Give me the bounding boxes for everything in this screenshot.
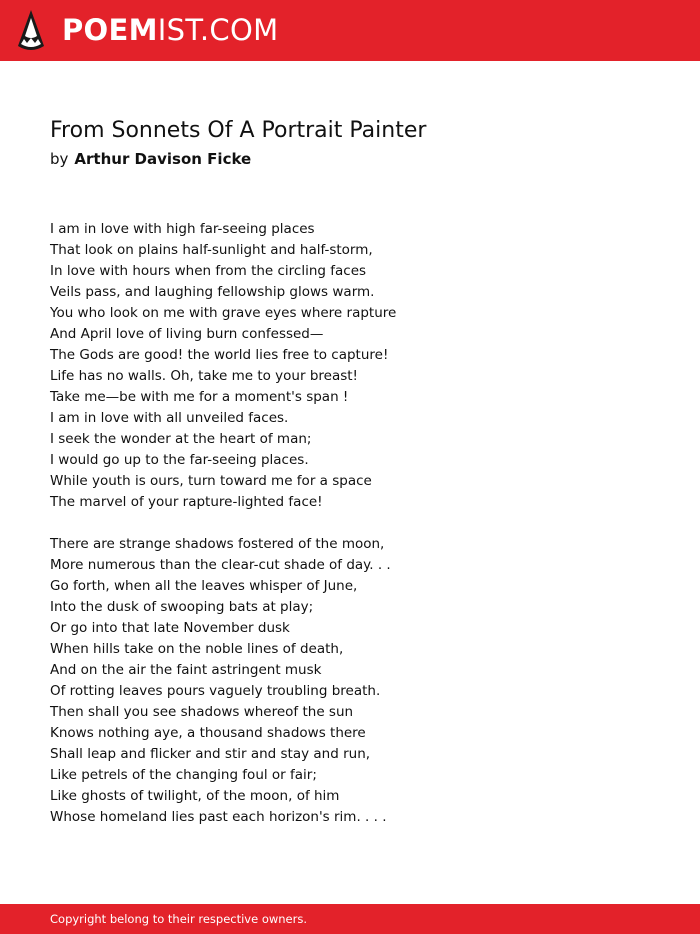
pen-nib-icon bbox=[18, 10, 44, 52]
site-logo[interactable] bbox=[62, 12, 278, 48]
poem-line: When hills take on the noble lines of death, bbox=[50, 641, 344, 657]
poem-line: Like ghosts of twilight, of the moon, of him bbox=[50, 788, 340, 804]
stanza-break bbox=[50, 513, 396, 534]
poem-stanza bbox=[50, 219, 396, 513]
poem-line: The Gods are good! the world lies free to capture! bbox=[50, 347, 389, 363]
poem-line: And April love of living burn confessed— bbox=[50, 326, 324, 342]
poem-body bbox=[50, 219, 396, 828]
poem-line: Or go into that late November dusk bbox=[50, 620, 290, 636]
author-name: Arthur Davison Ficke bbox=[74, 150, 252, 168]
poem-line: In love with hours when from the circling faces bbox=[50, 263, 367, 279]
poem-line: Shall leap and flicker and stir and stay and run, bbox=[50, 746, 371, 762]
poem-line: Then shall you see shadows whereof the sun bbox=[50, 704, 354, 720]
copyright-text: Copyright belong to their respective owners. bbox=[50, 912, 308, 926]
byline bbox=[50, 148, 251, 170]
poem-line: Life has no walls. Oh, take me to your breast! bbox=[50, 368, 358, 384]
poem-title: From Sonnets Of A Portrait Painter bbox=[50, 118, 427, 143]
poem-line: Knows nothing aye, a thousand shadows there bbox=[50, 725, 366, 741]
poem-line: Take me—be with me for a moment's span ! bbox=[50, 389, 349, 405]
site-header bbox=[0, 0, 700, 61]
poem-line: That look on plains half-sunlight and half-storm, bbox=[50, 242, 373, 258]
poem-line: Of rotting leaves pours vaguely troubling breath. bbox=[50, 683, 381, 699]
poem-stanza bbox=[50, 534, 396, 828]
poem-line: The marvel of your rapture-lighted face! bbox=[50, 494, 323, 510]
poem-line: You who look on me with grave eyes where rapture bbox=[50, 305, 397, 321]
poem-line: Veils pass, and laughing fellowship glows warm. bbox=[50, 284, 375, 300]
poem-line: There are strange shadows fostered of the moon, bbox=[50, 536, 385, 552]
poem-line: Whose homeland lies past each horizon's rim. . . . bbox=[50, 809, 387, 825]
poem-line: Into the dusk of swooping bats at play; bbox=[50, 599, 314, 615]
poem-line: I am in love with all unveiled faces. bbox=[50, 410, 289, 426]
poem-line: Go forth, when all the leaves whisper of June, bbox=[50, 578, 358, 594]
site-footer bbox=[0, 904, 700, 934]
poem-line: I seek the wonder at the heart of man; bbox=[50, 431, 312, 447]
by-label: by bbox=[50, 150, 69, 168]
poem-line: More numerous than the clear-cut shade of day. . . bbox=[50, 557, 391, 573]
poem-line: While youth is ours, turn toward me for a space bbox=[50, 473, 372, 489]
logo-bold-text: POEM bbox=[62, 13, 158, 47]
logo-light-text: IST.COM bbox=[157, 13, 279, 47]
poem-line: I am in love with high far-seeing places bbox=[50, 221, 315, 237]
poem-line: Like petrels of the changing foul or fair; bbox=[50, 767, 317, 783]
poem-line: And on the air the faint astringent musk bbox=[50, 662, 322, 678]
poem-line: I would go up to the far-seeing places. bbox=[50, 452, 309, 468]
